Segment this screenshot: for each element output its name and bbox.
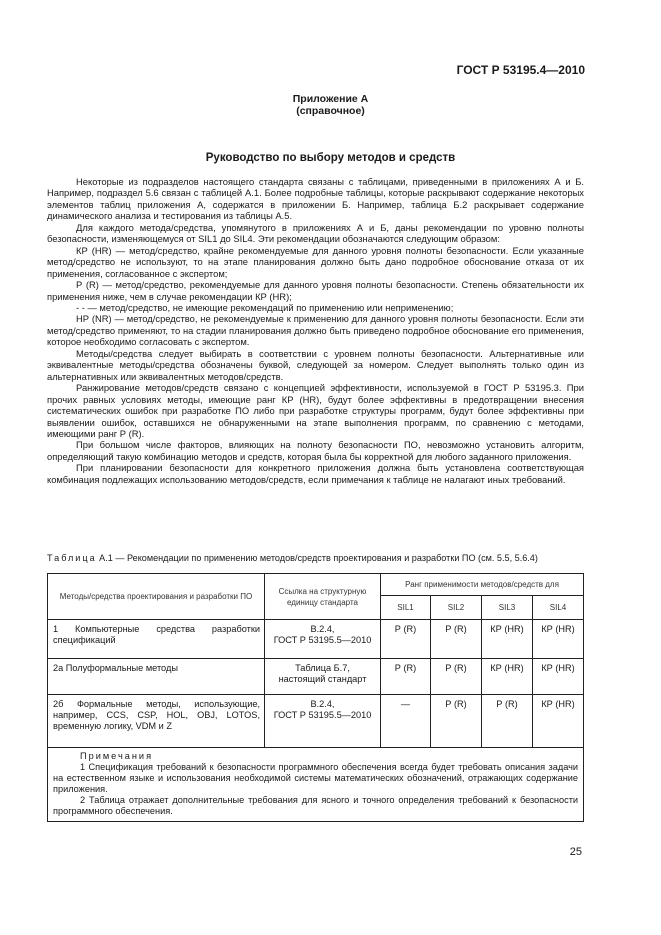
sil4-value: КР (HR)	[533, 620, 584, 659]
reference-line: ГОСТ Р 53195.5—2010	[273, 635, 372, 645]
reference-line: настоящий стандарт	[278, 674, 367, 684]
paragraph: При планировании безопасности для конкретного приложения должна быть установлена соответствующая комбинация подлежащих использованию методов/средств, если примечания к таблице не налагают иных требований.	[47, 462, 584, 485]
paragraph: - - — метод/средство, не имеющие рекомендаций по применению или неприменению;	[76, 301, 454, 313]
method-cell: 1 Компьютерные средства разработки спецификаций	[48, 620, 265, 659]
paragraph: Некоторые из подразделов настоящего стандарта связаны с таблицами, приведенными в приложениях А и Б. Например, подраздел 5.6 связан с таблицей А.1. Более подробные таблицы, которые раскрывают содержание некоторых элементов таблиц приложения А, содержатся в приложении Б. Например, таблица Б.2 раскрывает содержание динамического анализа и тестирования из таблицы А.5.	[47, 176, 584, 222]
sil1-value: Р (R)	[381, 620, 431, 659]
sil2-value: Р (R)	[431, 620, 482, 659]
table-caption-prefix: Таблица	[47, 553, 97, 563]
reference-line: ГОСТ Р 53195.5—2010	[273, 710, 372, 720]
paragraph: НР (NR) — метод/средство, не рекомендуемые к применению для данного уровня полноты безопасности. Если эти метод/средство применяют, то на стадии планирования должно быть приведено подробное обоснование его применения, которое необходимо согласовать с экспертом.	[47, 313, 584, 348]
table-row	[48, 695, 584, 748]
header-sil1: SIL1	[381, 596, 431, 620]
sil4-value: КР (HR)	[533, 659, 584, 695]
table-notes	[48, 748, 584, 822]
header-sil4: SIL4	[533, 596, 584, 620]
section-title: Руководство по выбору методов и средств	[205, 152, 456, 164]
reference-line: Таблица Б.7,	[295, 663, 350, 673]
paragraph: Ранжирование методов/средств связано с концепцией эффективности, используемой в ГОСТ Р 53195.3. При прочих равных условиях методы, имеющие ранг КР (HR), будут более эффективны в предотвращении внесения систематических ошибок при разработке ПО либо при разработке структуры программ, будут более эффективны при выявлении ошибок, оставшихся не обнаруженными на этапе выполнения программ, по сравнению с методами, имеющими ранг Р (R).	[47, 382, 584, 439]
reference-line: В.2.4,	[310, 699, 335, 709]
table-caption	[47, 553, 538, 563]
sil2-value: Р (R)	[431, 695, 482, 748]
note-item: 2 Таблица отражает дополнительные требования для ясного и точного определения требований к безопасности программного обеспечения.	[53, 795, 579, 816]
sil3-value: Р (R)	[482, 695, 533, 748]
body-text	[47, 176, 584, 485]
reference-cell	[265, 620, 381, 659]
table-row	[48, 659, 584, 695]
header-sil3: SIL3	[482, 596, 533, 620]
sil3-value: КР (HR)	[482, 620, 533, 659]
page-number: 25	[569, 846, 582, 858]
paragraph: Методы/средства следует выбирать в соответствии с уровнем полноты безопасности. Альтернативные или эквивалентные методы/средства обозначены буквой, следующей за номером. Следует выполнять только один из альтернативных или эквивалентных методов/средств.	[47, 347, 584, 382]
sil1-value: —	[381, 695, 431, 748]
table-caption-text: А.1 — Рекомендации по применению методов/средств проектирования и разработки ПО (см. 5.5, 5.6.4)	[96, 553, 538, 563]
table-row	[48, 620, 584, 659]
header-sil2: SIL2	[431, 596, 482, 620]
note-item: 1 Спецификация требований к безопасности программного обеспечения всегда будет требовать описания задачи на естественном языке и использования необходимой системы математических обозначений, отражающих содержание приложения.	[53, 762, 579, 794]
header-method: Методы/средства проектирования и разработки ПО	[48, 574, 265, 620]
header-reference: Ссылка на структурную единицу стандарта	[265, 574, 381, 620]
paragraph: КР (HR) — метод/средство, крайне рекомендуемые для данного уровня полноты безопасности. Если указанные метод/средство не используют, то на этапе планирования должно быть дано подробное обоснование отказа от их применения, согласованное с экспертом;	[47, 244, 584, 279]
sil4-value: КР (HR)	[533, 695, 584, 748]
appendix-title: Приложение А	[292, 93, 369, 105]
appendix-heading	[0, 93, 661, 117]
paragraph: Для каждого метода/средства, упомянутого в приложениях А и Б, даны рекомендации по уровню полноты безопасности, изменяющемуся от SIL1 до SIL4. Эти рекомендации обозначаются следующим образом:	[47, 221, 584, 245]
paragraph: При большом числе факторов, влияющих на полноту безопасности ПО, невозможно установить алгоритм, определяющий такую комбинацию методов и средств, которая была бы корректной для любого заданного приложения.	[47, 439, 584, 462]
method-cell: 2а Полуформальные методы	[48, 659, 265, 695]
appendix-subtitle: (справочное)	[296, 105, 365, 117]
notes-heading: Примечания	[80, 751, 154, 761]
sil1-value: Р (R)	[381, 659, 431, 695]
method-cell: 2б Формальные методы, использующие, например, CCS, CSP, HOL, OBJ, LOTOS, временную логику, VDM и Z	[48, 695, 265, 748]
notes-row	[48, 748, 584, 822]
header-rank: Ранг применимости методов/средств для	[381, 574, 584, 596]
reference-cell	[265, 659, 381, 695]
paragraph: Р (R) — метод/средство, рекомендуемые для данного уровня полноты безопасности. Степень обязательности их применения ниже, чем в случае рекомендации КР (HR);	[47, 279, 584, 302]
sil2-value: Р (R)	[431, 659, 482, 695]
sil3-value: КР (HR)	[482, 659, 533, 695]
recommendations-table	[47, 573, 584, 822]
reference-line: В.2.4,	[310, 624, 335, 634]
standard-header: ГОСТ Р 53195.4—2010	[456, 63, 585, 77]
reference-cell	[265, 695, 381, 748]
